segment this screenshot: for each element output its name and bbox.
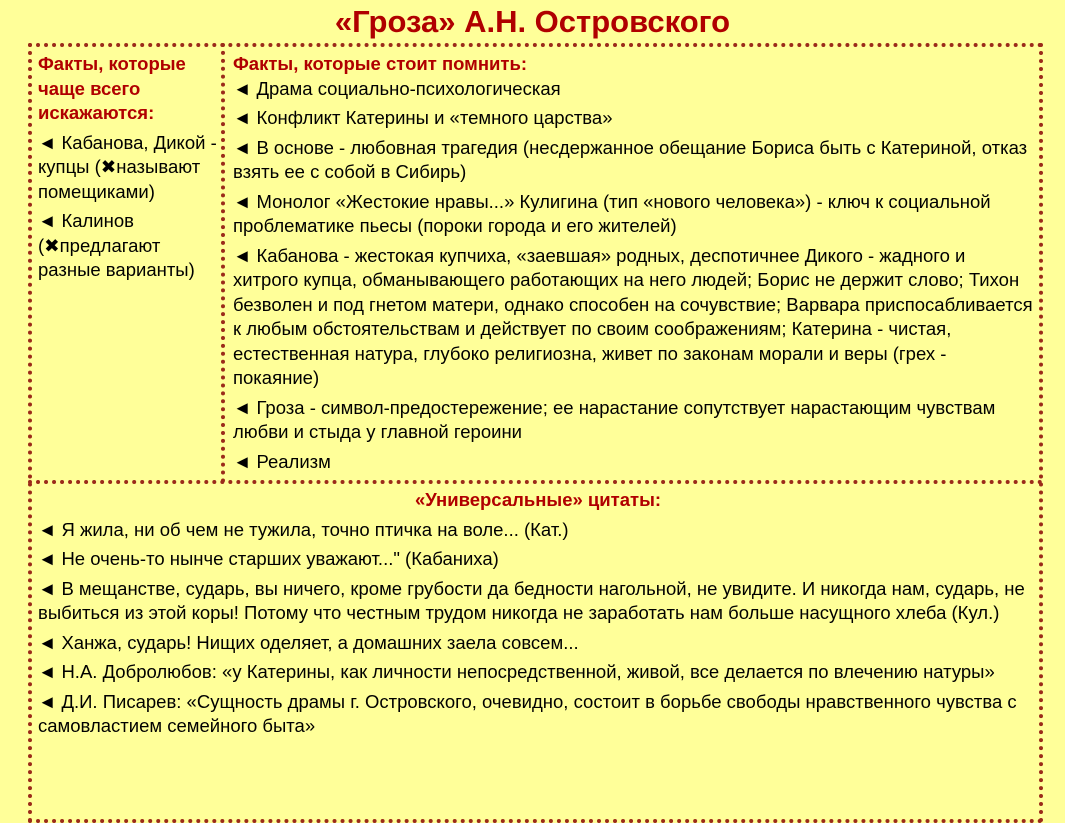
list-item: ◄ Монолог «Жестокие нравы...» Кулигина (тип «нового человека») - ключ к социальной проблематике пьесы (пороки города и его жителей) [233,190,991,236]
distorted-facts-heading: Факты, которые чаще всего искажаются: [38,53,186,123]
quote-item: ◄ Не очень-то нынче старших уважают..." (Кабаниха) [38,548,499,569]
quotes-section [38,488,1038,744]
list-item: ◄ Конфликт Катерины и «темного царства» [233,107,613,128]
facts-to-remember-column [233,52,1033,479]
list-item: ◄ Кабанова - жестокая купчиха, «заевшая» родных, деспотичнее Дикого - жадного и хитрого купца, обманывающего работающих на него людей; Борис не держит слово; Тихон безволен и под гнетом матери, однако способен на сочувствие; Варвара приспосабливается к любым обстоятельствам и действует по своим соображениям; Катерина - чистая, естественная натура, глубоко религиозна, живет по законам морали и веры (грех - покаяние) [233,244,1033,388]
quotes-heading: «Универсальные» цитаты: [414,489,662,510]
list-item: ◄ Реализм [233,450,331,472]
quote-item: ◄ Ханжа, сударь! Нищих оделяет, а домашних заела совсем... [38,631,579,653]
distorted-facts-column [38,52,218,288]
facts-heading: Факты, которые стоит помнить: [233,53,528,74]
list-item: ◄ Кабанова, Дикой - купцы (✖называют помещиками) [38,131,217,202]
row-divider [28,480,1043,484]
list-item: ◄ Калинов (✖предлагают разные варианты) [38,210,195,280]
quote-item: ◄ Д.И. Писарев: «Сущность драмы г. Островского, очевидно, состоит в борьбе свободы нравственного чувства с самовластием семейного быта» [38,690,1017,736]
page-title: «Гроза» А.Н. Островского [334,4,731,39]
list-item: ◄ Драма социально-психологическая [233,77,561,99]
list-item: ◄ В основе - любовная трагедия (несдержанное обещание Бориса быть с Катериной, отказ взять ее с собой в Сибирь) [233,136,1028,182]
quote-item: ◄ Н.А. Добролюбов: «у Катерины, как личности непосредственной, живой, все делается по влечению натуры» [38,661,995,682]
list-item: ◄ Гроза - символ-предостережение; ее нарастание сопутствует нарастающим чувствам любви и стыда у главной героини [233,396,996,442]
quote-item: ◄ Я жила, ни об чем не тужила, точно птичка на воле... (Кат.) [38,518,569,540]
quote-item: ◄ В мещанстве, сударь, вы ничего, кроме грубости да бедности нагольной, не увидите. И никогда нам, сударь, не выбиться из этой коры! Потому что честным трудом никогда не заработать нам больше насущного хлеба (Кул.) [38,577,1025,623]
